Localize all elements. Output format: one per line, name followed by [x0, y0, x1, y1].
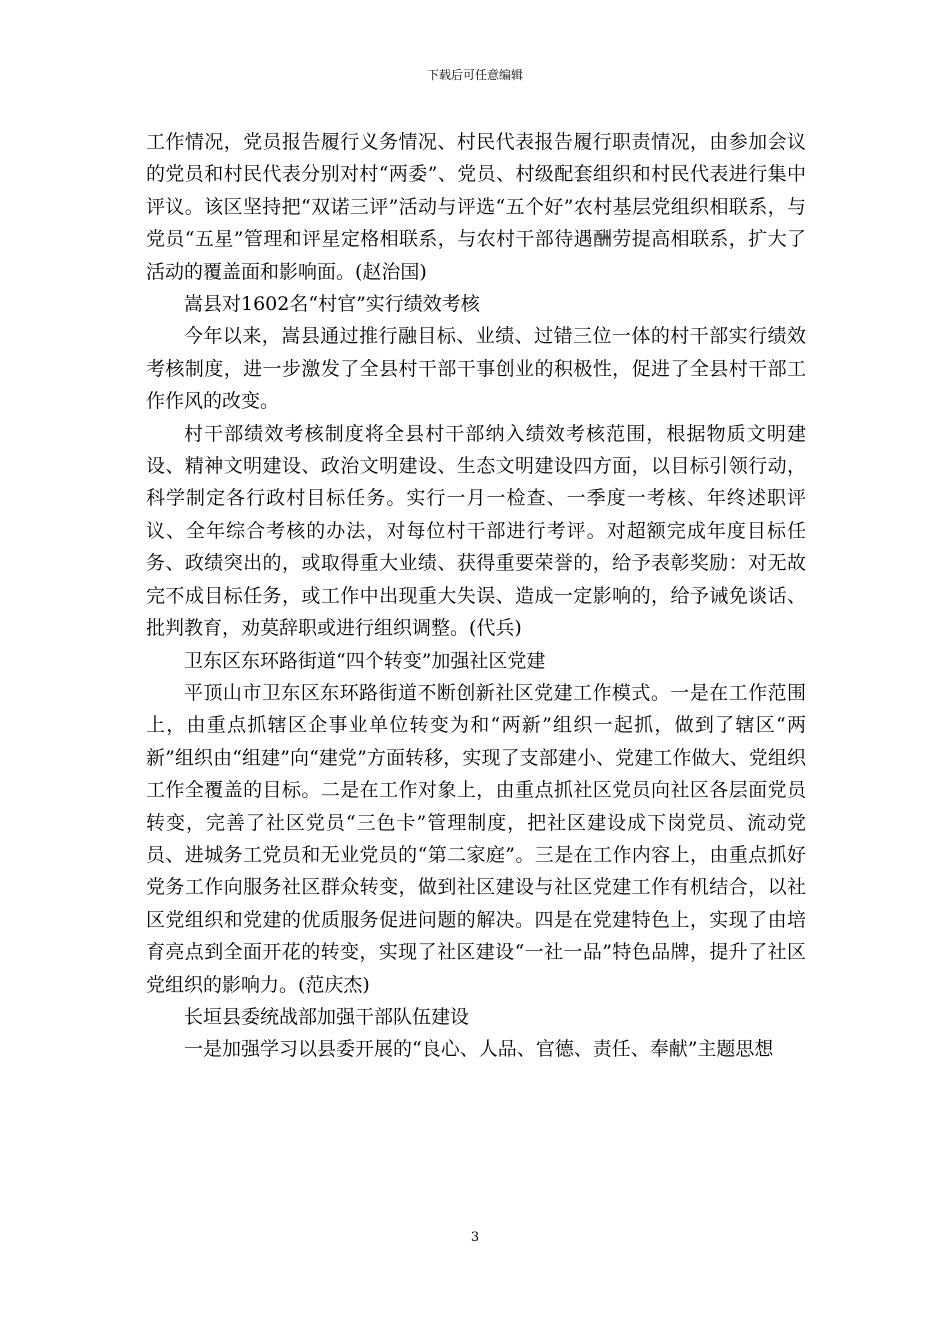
document-body [146, 126, 806, 1066]
section-heading: 卫东区东环路街道“四个转变”加强社区党建 [184, 649, 546, 672]
paragraph: 村干部绩效考核制度将全县村干部纳入绩效考核范围，根据物质文明建设、精神文明建设、政治文明建设、生态文明建设四方面，以目标引领行动，科学制定各行政村目标任务。实行一月一检查、一季度一考核、年终述职评议、全年综合考核的办法，对每位村干部进行考评。对超额完成年度目标任务、政绩突出的，或取得重大业绩、获得重要荣誉的，给予表彰奖励：对无故完不成目标任务，或工作中出现重大失误、造成一定影响的，给予诫免谈话、批判教育，劝莫辞职或进行组织调整。(代兵) [146, 422, 806, 640]
page-number: 3 [470, 1230, 480, 1245]
paragraph: 一是加强学习以县委开展的“良心、人品、官德、责任、奉献”主题思想 [184, 1038, 774, 1061]
paragraph: 工作情况，党员报告履行义务情况、村民代表报告履行职责情况，由参加会议的党员和村民代表分别对村“两委”、党员、村级配套组织和村民代表进行集中评议。该区坚持把“双诺三评”活动与评选“五个好”农村基层党组织相联系，与党员“五星”管理和评星定格相联系，与农村干部待遇酬劳提高相联系，扩大了活动的覆盖面和影响面。(赵治国) [146, 131, 806, 283]
paragraph: 今年以来，嵩县通过推行融目标、业绩、过错三位一体的村干部实行绩效考核制度，进一步激发了全县村干部干事创业的积极性，促进了全县村干部工作作风的改变。 [146, 325, 806, 413]
section-heading: 嵩县对1602名“村官”实行绩效考核 [184, 293, 480, 316]
page-header: 下载后可任意编辑 [426, 68, 523, 82]
section-heading: 长垣县委统战部加强干部队伍建设 [184, 1005, 470, 1028]
paragraph: 平顶山市卫东区东环路街道不断创新社区党建工作模式。一是在工作范围上，由重点抓辖区企事业单位转变为和“两新”组织一起抓，做到了辖区“两新”组织由“组建”向“建党”方面转移，实现了支部建小、党建工作做大、党组织工作全覆盖的目标。二是在工作对象上，由重点抓社区党员向社区各层面党员转变，完善了社区党员“三色卡”管理制度，把社区建设成下岗党员、流动党员、进城务工党员和无业党员的“第二家庭”。三是在工作内容上，由重点抓好党务工作向服务社区群众转变，做到社区建设与社区党建工作有机结合，以社区党组织和党建的优质服务促进问题的解决。四是在党建特色上，实现了由培育亮点到全面开花的转变，实现了社区建设“一社一品”特色品牌，提升了社区党组织的影响力。(范庆杰) [146, 681, 806, 996]
